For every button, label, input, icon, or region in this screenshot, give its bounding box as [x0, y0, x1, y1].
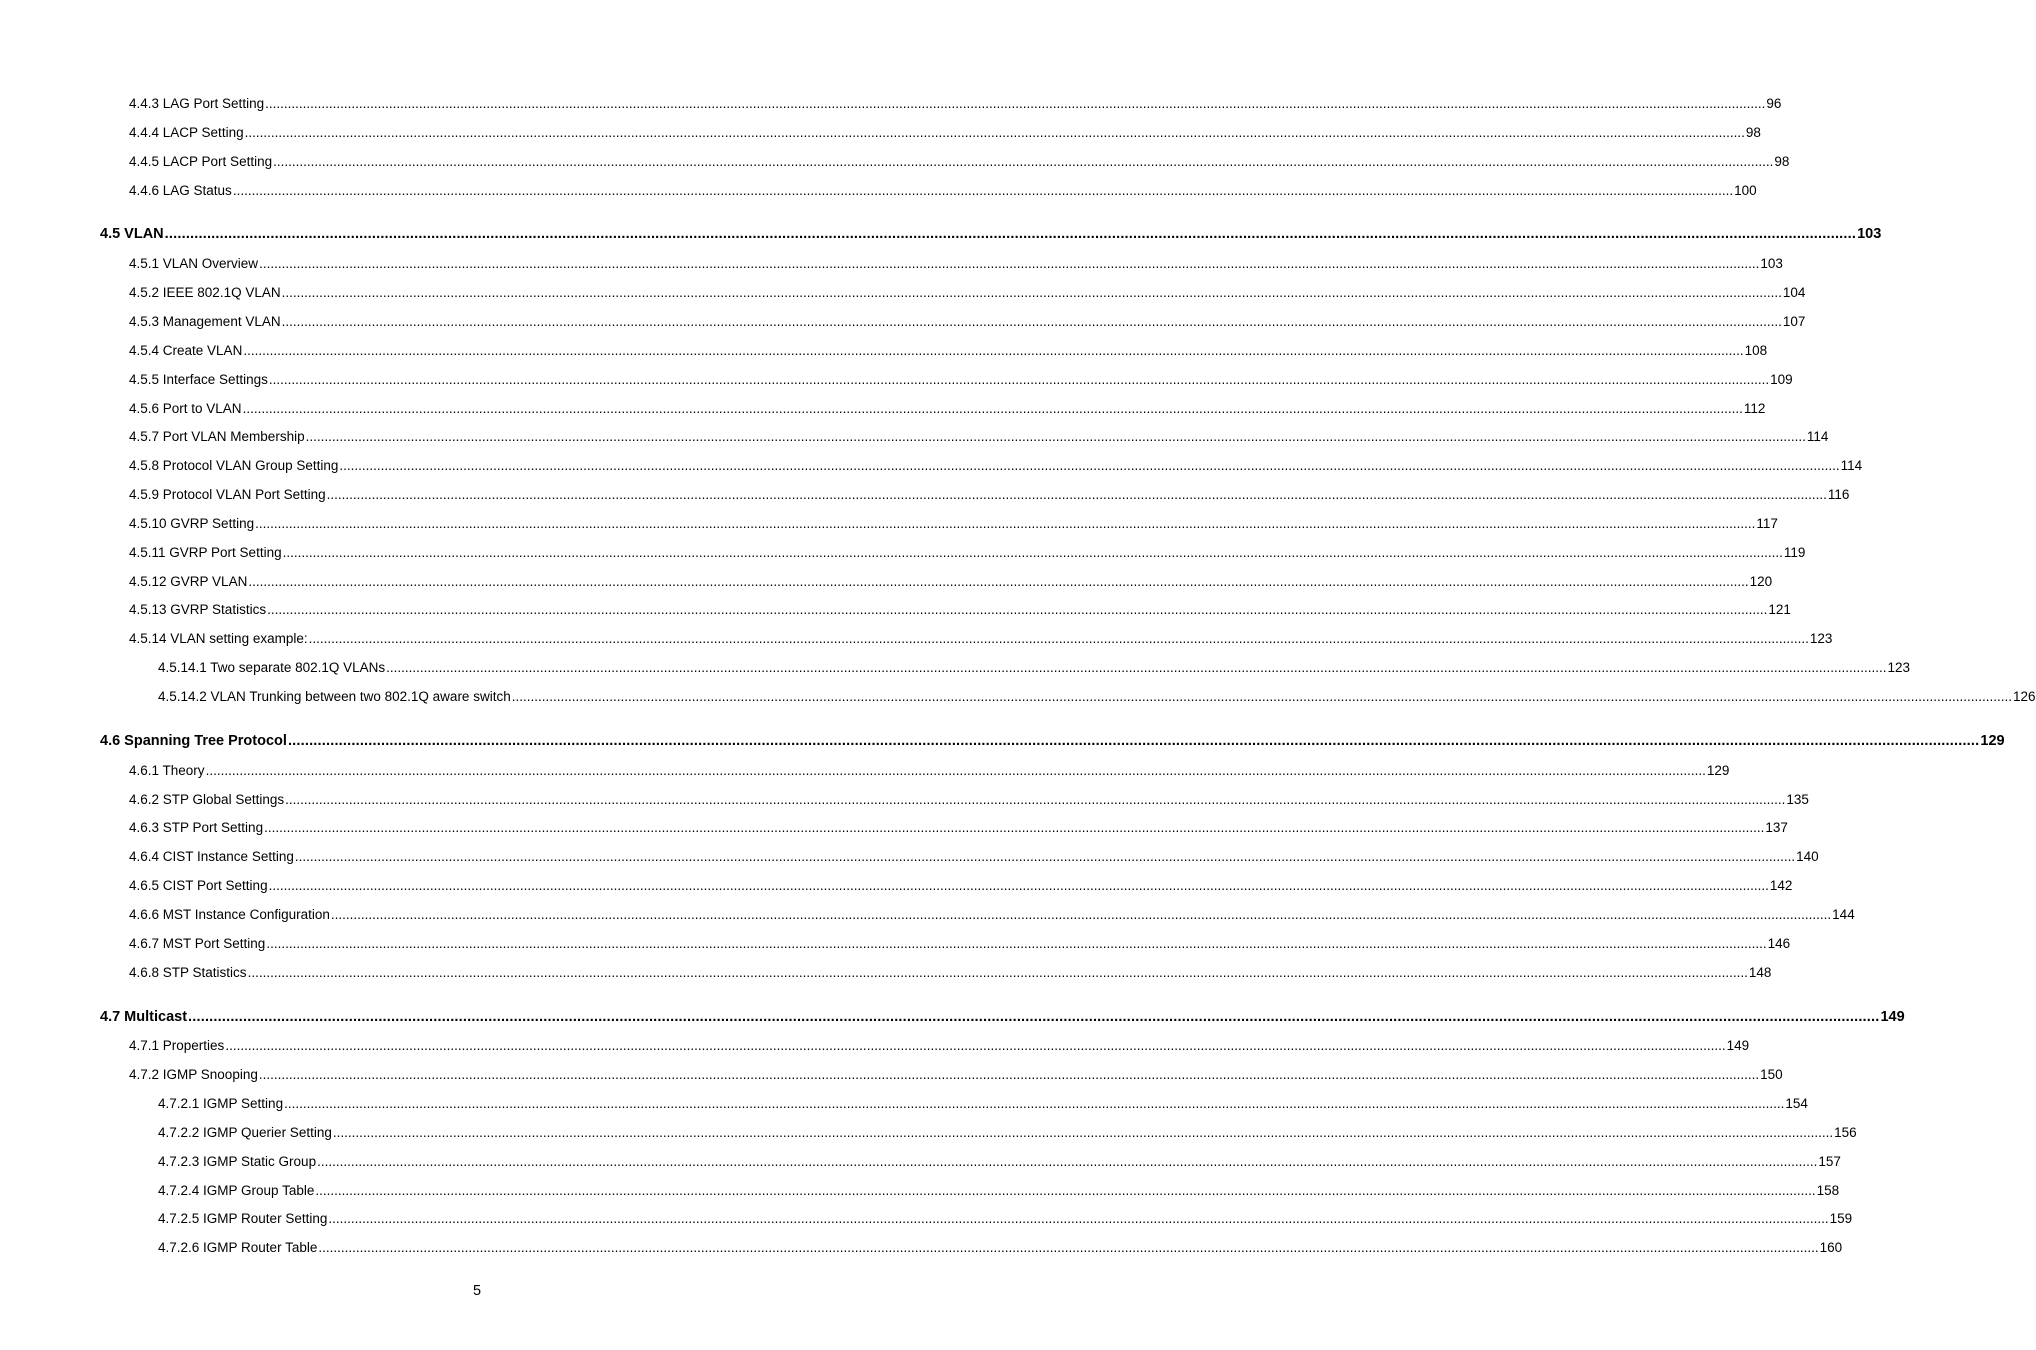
toc-entry-title: 4.5.14.2 VLAN Trunking between two 802.1Q aware switch	[158, 689, 511, 704]
toc-entry[interactable]	[0, 849, 1819, 865]
toc-leader-dots: ................................................................................................................................................................................................................................................................................................................................................................................................................	[264, 820, 1765, 835]
toc-entry-title: 4.7.2.3 IGMP Static Group	[158, 1154, 317, 1169]
toc-leader-dots: ................................................................................................................................................................................................................................................................................................................................................................................................................	[305, 429, 1806, 444]
page-number: 5	[472, 1283, 482, 1299]
toc-entry-page: 98	[1745, 125, 1761, 140]
toc-leader-dots: ................................................................................................................................................................................................................................................................................................................................................................................................................	[268, 372, 1770, 387]
toc-entry-title: 4.4.3 LAG Port Setting	[129, 96, 265, 111]
toc-leader-dots: ................................................................................................................................................................................................................................................................................................................................................................................................................	[258, 1067, 1760, 1082]
toc-leader-dots: ................................................................................................................................................................................................................................................................................................................................................................................................................	[247, 965, 1748, 980]
toc-entry-page: 159	[1829, 1211, 1853, 1226]
toc-entry[interactable]	[0, 1211, 1853, 1227]
toc-entry[interactable]	[0, 878, 1793, 894]
toc-leader-dots: ................................................................................................................................................................................................................................................................................................................................................................................................................	[244, 125, 1745, 140]
toc-entry[interactable]	[0, 792, 1809, 808]
toc-entry-title: 4.7.2.2 IGMP Querier Setting	[158, 1125, 332, 1140]
toc-entry[interactable]	[0, 1183, 1840, 1199]
toc-entry-title: 4.7.1 Properties	[129, 1038, 225, 1053]
toc-entry-title: 4.6.6 MST Instance Configuration	[129, 907, 330, 922]
toc-entry-title: 4.6.8 STP Statistics	[129, 965, 247, 980]
toc-leader-dots: ................................................................................................................................................................................................................................................................................................................................................................................................................	[284, 1096, 1785, 1111]
toc-entry[interactable]	[0, 96, 1782, 112]
toc-entry-title: 4.5 VLAN	[100, 226, 164, 242]
toc-entry-page: 144	[1832, 907, 1855, 922]
toc-entry-title: 4.7.2.4 IGMP Group Table	[158, 1183, 315, 1198]
toc-entry-title: 4.4.4 LACP Setting	[129, 125, 244, 140]
toc-entry[interactable]	[0, 1154, 1841, 1170]
toc-entry-page: 103	[1857, 226, 1882, 242]
toc-entry-page: 109	[1770, 372, 1793, 387]
toc-leader-dots: ................................................................................................................................................................................................................................................................................................................................................................................................................	[188, 1009, 1880, 1025]
toc-entry-title: 4.7.2.5 IGMP Router Setting	[158, 1211, 328, 1226]
toc-entry-page: 103	[1760, 256, 1783, 271]
toc-leader-dots: ................................................................................................................................................................................................................................................................................................................................................................................................................	[255, 516, 1756, 531]
toc-leader-dots: ................................................................................................................................................................................................................................................................................................................................................................................................................	[315, 1183, 1816, 1198]
toc-entry-title: 4.6.1 Theory	[129, 763, 205, 778]
toc-entry-title: 4.5.7 Port VLAN Membership	[129, 429, 305, 444]
toc-entry-page: 96	[1766, 96, 1782, 111]
toc-entry-title: 4.7.2.6 IGMP Router Table	[158, 1240, 318, 1255]
toc-leader-dots: ................................................................................................................................................................................................................................................................................................................................................................................................................	[332, 1125, 1834, 1140]
toc-entry-title: 4.6 Spanning Tree Protocol	[100, 733, 287, 749]
toc-entry-page: 104	[1782, 285, 1806, 300]
toc-entry[interactable]	[0, 733, 2005, 749]
toc-entry-page: 112	[1743, 401, 1766, 416]
toc-entry-page: 114	[1806, 429, 1829, 444]
toc-leader-dots: ................................................................................................................................................................................................................................................................................................................................................................................................................	[243, 343, 1744, 358]
toc-entry-title: 4.6.5 CIST Port Setting	[129, 878, 268, 893]
toc-entry[interactable]	[0, 1038, 1750, 1054]
toc-entry[interactable]	[0, 154, 1790, 170]
toc-leader-dots: ................................................................................................................................................................................................................................................................................................................................................................................................................	[282, 545, 1783, 560]
toc-entry[interactable]	[0, 516, 1778, 532]
toc-leader-dots: ................................................................................................................................................................................................................................................................................................................................................................................................................	[318, 1240, 1819, 1255]
toc-entry-page: 107	[1782, 314, 1806, 329]
toc-leader-dots: ................................................................................................................................................................................................................................................................................................................................................................................................................	[386, 660, 1887, 675]
toc-leader-dots: ................................................................................................................................................................................................................................................................................................................................................................................................................	[285, 792, 1786, 807]
toc-entry-title: 4.6.7 MST Port Setting	[129, 936, 266, 951]
toc-entry-title: 4.5.13 GVRP Statistics	[129, 602, 267, 617]
toc-entry-page: 135	[1786, 792, 1809, 807]
toc-entry-page: 160	[1819, 1240, 1843, 1255]
toc-entry[interactable]	[0, 1125, 1857, 1141]
toc-entry[interactable]	[0, 372, 1793, 388]
toc-entry-page: 119	[1783, 545, 1806, 560]
toc-leader-dots: ................................................................................................................................................................................................................................................................................................................................................................................................................	[308, 631, 1809, 646]
toc-entry[interactable]	[0, 314, 1806, 330]
toc-leader-dots: ................................................................................................................................................................................................................................................................................................................................................................................................................	[326, 487, 1827, 502]
toc-leader-dots: ................................................................................................................................................................................................................................................................................................................................................................................................................	[294, 849, 1796, 864]
toc-leader-dots: ................................................................................................................................................................................................................................................................................................................................................................................................................	[281, 285, 1782, 300]
toc-entry[interactable]	[0, 401, 1766, 417]
toc-entry-page: 126	[2013, 689, 2036, 704]
toc-entry-title: 4.6.3 STP Port Setting	[129, 820, 264, 835]
toc-entry-title: 4.5.14 VLAN setting example:	[129, 631, 308, 646]
toc-entry-title: 4.5.14.1 Two separate 802.1Q VLANs	[158, 660, 386, 675]
toc-entry-page: 149	[1726, 1038, 1750, 1053]
toc-entry-title: 4.6.4 CIST Instance Setting	[129, 849, 294, 864]
toc-entry[interactable]	[0, 545, 1806, 561]
toc-entry-title: 4.5.4 Create VLAN	[129, 343, 243, 358]
toc-entry-page: 146	[1767, 936, 1791, 951]
toc-entry-title: 4.5.5 Interface Settings	[129, 372, 268, 387]
toc-entry[interactable]	[0, 125, 1761, 141]
toc-leader-dots: ................................................................................................................................................................................................................................................................................................................................................................................................................	[339, 458, 1840, 473]
toc-entry-title: 4.5.1 VLAN Overview	[129, 256, 259, 271]
toc-leader-dots: ................................................................................................................................................................................................................................................................................................................................................................................................................	[248, 574, 1749, 589]
toc-entry-page: 140	[1796, 849, 1819, 864]
toc-entry-title: 4.7 Multicast	[100, 1009, 188, 1025]
toc-entry-page: 156	[1834, 1125, 1857, 1140]
toc-entry[interactable]	[0, 183, 1757, 199]
toc-leader-dots: ................................................................................................................................................................................................................................................................................................................................................................................................................	[225, 1038, 1726, 1053]
toc-leader-dots: ................................................................................................................................................................................................................................................................................................................................................................................................................	[265, 96, 1766, 111]
toc-leader-dots: ................................................................................................................................................................................................................................................................................................................................................................................................................	[328, 1211, 1829, 1226]
toc-entry-title: 4.5.10 GVRP Setting	[129, 516, 255, 531]
toc-entry[interactable]	[0, 820, 1788, 836]
toc-entry[interactable]	[0, 226, 1882, 242]
toc-leader-dots: ................................................................................................................................................................................................................................................................................................................................................................................................................	[242, 401, 1743, 416]
toc-entry-page: 123	[1887, 660, 1910, 675]
toc-entry[interactable]	[0, 936, 1791, 952]
toc-entry-page: 154	[1785, 1096, 1808, 1111]
toc-leader-dots: ................................................................................................................................................................................................................................................................................................................................................................................................................	[317, 1154, 1818, 1169]
toc-entry-page: 158	[1816, 1183, 1840, 1198]
toc-leader-dots: ................................................................................................................................................................................................................................................................................................................................................................................................................	[281, 314, 1782, 329]
toc-entry[interactable]	[0, 1067, 1783, 1083]
toc-entry-title: 4.4.6 LAG Status	[129, 183, 232, 198]
toc-entry[interactable]	[0, 256, 1783, 272]
toc-leader-dots: ................................................................................................................................................................................................................................................................................................................................................................................................................	[330, 907, 1832, 922]
toc-entry-title: 4.4.5 LACP Port Setting	[129, 154, 273, 169]
toc-entry-page: 120	[1749, 574, 1773, 589]
toc-entry[interactable]	[0, 689, 2036, 705]
toc-entry[interactable]	[0, 343, 1768, 359]
toc-leader-dots: ................................................................................................................................................................................................................................................................................................................................................................................................................	[273, 154, 1774, 169]
toc-entry-page: 123	[1809, 631, 1833, 646]
toc-entry-page: 117	[1756, 516, 1778, 531]
toc-leader-dots: ................................................................................................................................................................................................................................................................................................................................................................................................................	[232, 183, 1734, 198]
toc-entry-page: 116	[1827, 487, 1850, 502]
toc-entry-page: 98	[1774, 154, 1790, 169]
toc-leader-dots: ................................................................................................................................................................................................................................................................................................................................................................................................................	[287, 733, 1980, 749]
toc-entry-page: 129	[1706, 763, 1730, 778]
toc-entry[interactable]	[0, 1096, 1808, 1112]
toc-entry-page: 148	[1748, 965, 1772, 980]
toc-entry[interactable]	[0, 458, 1863, 474]
toc-entry[interactable]	[0, 1009, 1905, 1025]
toc-entry[interactable]	[0, 907, 1855, 923]
toc-entry-title: 4.5.9 Protocol VLAN Port Setting	[129, 487, 326, 502]
toc-leader-dots: ................................................................................................................................................................................................................................................................................................................................................................................................................	[266, 936, 1767, 951]
toc-entry[interactable]	[0, 631, 1833, 647]
toc-entry-title: 4.7.2.1 IGMP Setting	[158, 1096, 284, 1111]
toc-entry-title: 4.5.3 Management VLAN	[129, 314, 281, 329]
toc-entry[interactable]	[0, 285, 1806, 301]
toc-entry-page: 137	[1765, 820, 1788, 835]
toc-entry[interactable]	[0, 574, 1773, 590]
toc-entry-page: 100	[1734, 183, 1757, 198]
toc-entry-page: 157	[1818, 1154, 1841, 1169]
toc-entry-page: 142	[1769, 878, 1793, 893]
toc-leader-dots: ................................................................................................................................................................................................................................................................................................................................................................................................................	[164, 226, 1857, 242]
toc-entry-title: 4.5.11 GVRP Port Setting	[129, 545, 282, 560]
toc-entry-title: 4.6.2 STP Global Settings	[129, 792, 285, 807]
toc-leader-dots: ................................................................................................................................................................................................................................................................................................................................................................................................................	[268, 878, 1769, 893]
toc-leader-dots: ................................................................................................................................................................................................................................................................................................................................................................................................................	[205, 763, 1706, 778]
toc-entry[interactable]	[0, 602, 1791, 618]
toc-entry-page: 129	[1980, 733, 2005, 749]
toc-entry-title: 4.5.2 IEEE 802.1Q VLAN	[129, 285, 281, 300]
toc-leader-dots: ................................................................................................................................................................................................................................................................................................................................................................................................................	[267, 602, 1768, 617]
toc-entry-title: 4.7.2 IGMP Snooping	[129, 1067, 258, 1082]
toc-entry[interactable]	[0, 660, 1910, 676]
toc-entry-title: 4.5.8 Protocol VLAN Group Setting	[129, 458, 339, 473]
toc-entry[interactable]	[0, 1240, 1843, 1256]
toc-entry-page: 121	[1768, 602, 1791, 617]
toc-entry-page: 150	[1760, 1067, 1783, 1082]
toc-leader-dots: ................................................................................................................................................................................................................................................................................................................................................................................................................	[259, 256, 1760, 271]
toc-entry-title: 4.5.6 Port to VLAN	[129, 401, 242, 416]
toc-entry-page: 108	[1744, 343, 1768, 358]
toc-entry[interactable]	[0, 763, 1730, 779]
toc-entry[interactable]	[0, 487, 1850, 503]
toc-entry[interactable]	[0, 965, 1772, 981]
toc-entry-page: 149	[1880, 1009, 1905, 1025]
toc-entry-page: 114	[1840, 458, 1863, 473]
toc-entry[interactable]	[0, 429, 1829, 445]
toc-entry-title: 4.5.12 GVRP VLAN	[129, 574, 248, 589]
toc-leader-dots: ................................................................................................................................................................................................................................................................................................................................................................................................................	[511, 689, 2012, 704]
